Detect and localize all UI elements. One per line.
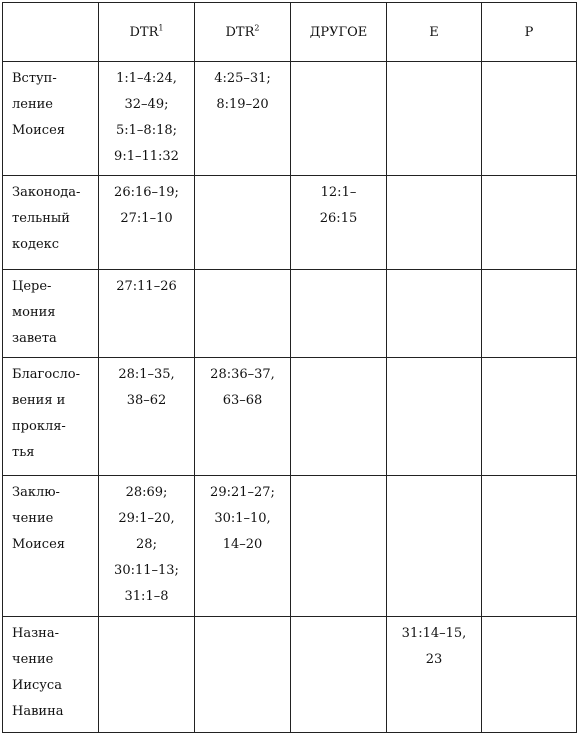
- table-row: [3, 62, 577, 176]
- table-cell: [482, 176, 577, 270]
- header-superscript: 1: [158, 23, 164, 33]
- table-cell: [291, 176, 387, 270]
- passage-reference: 28:36–37,: [210, 367, 275, 382]
- header-label: P: [524, 24, 534, 40]
- table-cell: [291, 617, 387, 733]
- table-row: [3, 476, 577, 617]
- header-label: E: [429, 24, 439, 40]
- header-label: DTR: [225, 24, 255, 40]
- table-cell: [99, 62, 195, 176]
- row-label-line: Назна-: [12, 626, 59, 641]
- header-cell-dtr1: [99, 3, 195, 62]
- row-label-line: Цере-: [12, 279, 52, 294]
- header-cell-p: [482, 3, 577, 62]
- table-cell: [195, 476, 291, 617]
- row-label-line: мония: [12, 305, 56, 320]
- header-cell-e: [387, 3, 482, 62]
- row-label-line: чение: [12, 511, 54, 526]
- header-cell-empty: [3, 3, 99, 62]
- row-label-line: тья: [12, 445, 35, 460]
- table-cell: [482, 476, 577, 617]
- table-header: [3, 3, 577, 62]
- row-label-line: Благосло-: [12, 367, 80, 382]
- header-superscript: 2: [254, 23, 260, 33]
- table-cell: [195, 62, 291, 176]
- table-cell: [482, 358, 577, 476]
- passage-reference: 12:1–: [320, 185, 357, 200]
- table-cell: [99, 358, 195, 476]
- passage-reference: 38–62: [126, 393, 167, 408]
- table-cell: [482, 617, 577, 733]
- table-cell: [387, 176, 482, 270]
- header-label: DTR: [129, 24, 159, 40]
- passage-reference: 30:11–13;: [114, 563, 179, 578]
- passage-reference: 28;: [136, 537, 157, 552]
- passage-reference: 27:1–10: [120, 211, 173, 226]
- row-label-line: Моисея: [12, 537, 65, 552]
- passage-reference: 4:25–31;: [214, 71, 271, 86]
- table-cell: [99, 176, 195, 270]
- table-cell: [387, 617, 482, 733]
- table-cell: [195, 176, 291, 270]
- row-label-line: завета: [12, 331, 57, 346]
- table-row: [3, 358, 577, 476]
- passages-table: [2, 2, 577, 733]
- table-cell: [291, 358, 387, 476]
- passage-reference: 29:21–27;: [210, 485, 275, 500]
- header-cell-other: [291, 3, 387, 62]
- passage-reference: 30:1–10,: [214, 511, 271, 526]
- passage-reference: 26:16–19;: [114, 185, 179, 200]
- table-row: [3, 617, 577, 733]
- passage-reference: 63–68: [222, 393, 263, 408]
- table-cell: [482, 62, 577, 176]
- passage-reference: 31:1–8: [124, 589, 169, 604]
- table-cell: [99, 617, 195, 733]
- row-label-line: прокля-: [12, 419, 66, 434]
- row-label-cell: [3, 476, 99, 617]
- table-cell: [291, 270, 387, 358]
- row-label-line: чение: [12, 652, 54, 667]
- header-row: [3, 3, 577, 62]
- table-cell: [99, 270, 195, 358]
- table-cell: [99, 476, 195, 617]
- table-cell: [195, 270, 291, 358]
- passage-reference: 23: [425, 652, 443, 667]
- row-label-line: Вступ-: [12, 71, 57, 86]
- table-row: [3, 176, 577, 270]
- table-cell: [387, 62, 482, 176]
- table-cell: [291, 62, 387, 176]
- table-cell: [387, 270, 482, 358]
- passage-reference: 26:15: [319, 211, 358, 226]
- passage-reference: 5:1–8:18;: [116, 123, 177, 138]
- row-label-line: вения и: [12, 393, 66, 408]
- table-cell: [195, 358, 291, 476]
- table-cell: [482, 270, 577, 358]
- table-cell: [387, 358, 482, 476]
- row-label-line: кодекс: [12, 237, 60, 252]
- table-cell: [387, 476, 482, 617]
- passage-reference: 9:1–11:32: [114, 149, 179, 164]
- passage-reference: 28:69;: [125, 485, 168, 500]
- table-cell: [291, 476, 387, 617]
- table-row: [3, 270, 577, 358]
- passage-reference: 1:1–4:24,: [116, 71, 177, 86]
- row-label-line: Законода-: [12, 185, 81, 200]
- row-label-cell: [3, 617, 99, 733]
- row-label-cell: [3, 62, 99, 176]
- passage-reference: 8:19–20: [216, 97, 269, 112]
- passage-reference: 29:1–20,: [118, 511, 175, 526]
- header-label: ДРУГОЕ: [309, 24, 368, 40]
- table-body: [3, 62, 577, 733]
- row-label-line: Иисуса: [12, 678, 62, 693]
- row-label-line: тельный: [12, 211, 70, 226]
- passage-reference: 32–49;: [124, 97, 169, 112]
- row-label-cell: [3, 358, 99, 476]
- row-label-cell: [3, 176, 99, 270]
- passage-reference: 27:11–26: [116, 279, 177, 294]
- passage-reference: 28:1–35,: [118, 367, 175, 382]
- row-label-line: Заклю-: [12, 485, 60, 500]
- row-label-line: Моисея: [12, 123, 65, 138]
- table-cell: [195, 617, 291, 733]
- row-label-line: ление: [12, 97, 53, 112]
- row-label-line: Навина: [12, 704, 64, 719]
- row-label-cell: [3, 270, 99, 358]
- passage-reference: 31:14–15,: [401, 626, 467, 641]
- passage-reference: 14–20: [222, 537, 263, 552]
- header-cell-dtr2: [195, 3, 291, 62]
